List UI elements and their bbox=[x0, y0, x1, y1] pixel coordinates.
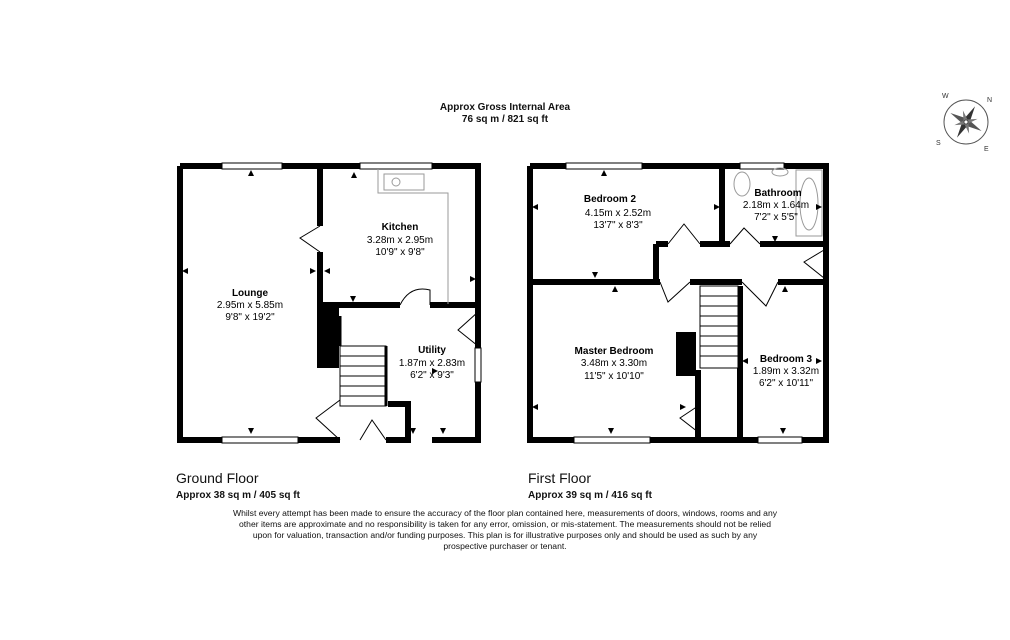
ground-floor-title: Ground Floor bbox=[176, 470, 259, 486]
master-bedroom-imperial: 11'5" x 10'10" bbox=[584, 371, 644, 382]
kitchen-name: Kitchen bbox=[381, 222, 419, 233]
ground-floor-area: Approx 38 sq m / 405 sq ft bbox=[176, 490, 300, 501]
bedroom2-metric: 4.15m x 2.52m bbox=[584, 208, 652, 219]
kitchen-imperial: 10'9" x 9'8" bbox=[375, 247, 425, 258]
first-stairs bbox=[700, 286, 738, 368]
utility-metric: 1.87m x 2.83m bbox=[398, 358, 466, 369]
gross-area-value: 76 sq m / 821 sq ft bbox=[461, 114, 549, 125]
compass-w-label: W bbox=[942, 93, 949, 100]
compass-n-label: N bbox=[987, 97, 993, 104]
master-bedroom-metric: 3.48m x 3.30m bbox=[580, 358, 648, 369]
bathroom-metric: 2.18m x 1.64m bbox=[742, 200, 810, 211]
lounge-metric: 2.95m x 5.85m bbox=[216, 300, 284, 311]
bedroom2-imperial: 13'7" x 8'3" bbox=[593, 220, 643, 231]
utility-name: Utility bbox=[418, 345, 446, 356]
utility-imperial: 6'2" x 9'3" bbox=[410, 370, 454, 381]
bathroom-name: Bathroom bbox=[754, 188, 802, 199]
first-chimney-block bbox=[676, 332, 696, 376]
bedroom3-imperial: 6'2" x 10'11" bbox=[758, 378, 814, 389]
bedroom3-metric: 1.89m x 3.32m bbox=[752, 366, 820, 377]
compass-e-label: E bbox=[984, 146, 989, 153]
kitchen-metric: 3.28m x 2.95m bbox=[366, 235, 434, 246]
gross-area-title: Approx Gross Internal Area bbox=[439, 102, 571, 113]
lounge-imperial: 9'8" x 19'2" bbox=[225, 312, 275, 323]
bedroom2-name: Bedroom 2 bbox=[583, 194, 637, 205]
disclaimer-text: Whilst every attempt has been made to ensure the accuracy of the floor plan contained here, measurements of doors, windows, rooms and any other items are approximate and no responsibility is taken for any error, omission, or mis-statement. The measurements should not be relied upon for valuation, transaction and/or funding purposes. This plan is for illustrative purposes only and should be used as such by any prospective purchaser or tenant. bbox=[232, 508, 778, 551]
compass-s-label: S bbox=[936, 140, 941, 147]
bedroom3-name: Bedroom 3 bbox=[759, 354, 813, 365]
master-bedroom-name: Master Bedroom bbox=[574, 346, 654, 357]
first-floor-title: First Floor bbox=[528, 470, 591, 486]
first-floor-area: Approx 39 sq m / 416 sq ft bbox=[528, 490, 652, 501]
lounge-name: Lounge bbox=[231, 288, 269, 299]
bathroom-imperial: 7'2" x 5'5" bbox=[754, 212, 798, 223]
